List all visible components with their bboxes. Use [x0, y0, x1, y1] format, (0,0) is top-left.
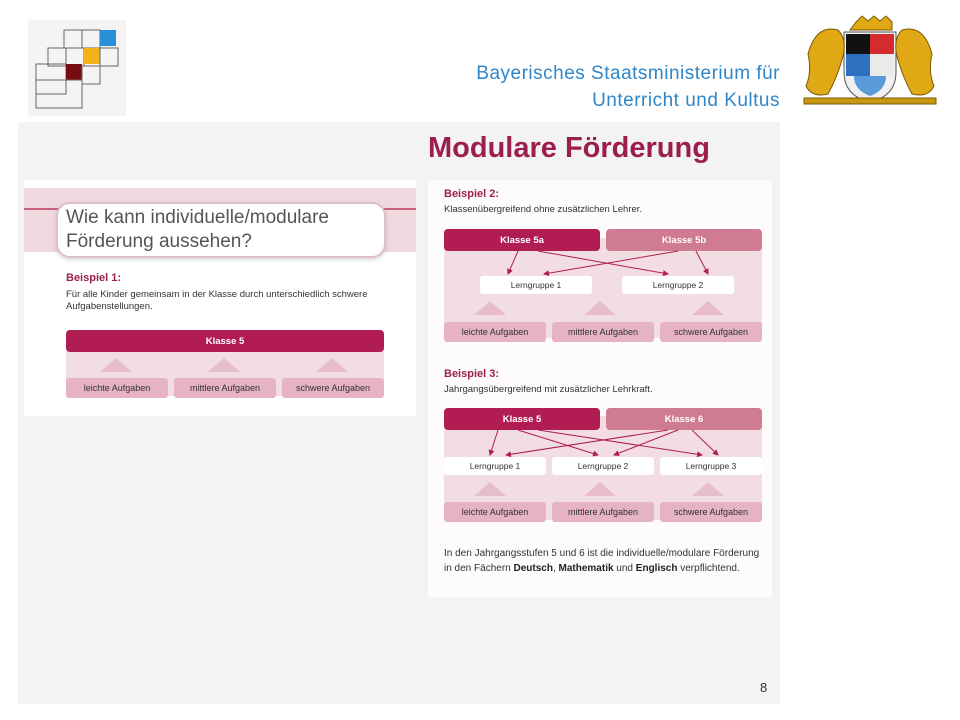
ministry-line-1: Bayerisches Staatsministerium für: [476, 63, 780, 84]
arrow-5-g3: [538, 430, 702, 455]
triangle-icon: [316, 358, 348, 372]
triangle-icon: [208, 358, 240, 372]
page-number: 8: [760, 680, 768, 695]
subject-math: Mathematik: [558, 563, 614, 574]
learning-group-1: Lerngruppe 1: [480, 276, 592, 294]
learning-group-1: Lerngruppe 1: [444, 457, 546, 475]
example-1-description: Für alle Kinder gemeinsam in der Klasse durch unterschiedlich schwere Aufgabenstellungen.: [66, 289, 368, 312]
task-easy: leichte Aufgaben: [444, 502, 546, 522]
triangle-icon: [100, 358, 132, 372]
arrow-5b-g2: [696, 251, 708, 274]
task-medium: mittlere Aufgaben: [174, 378, 276, 398]
example-2-heading: Beispiel 2:: [444, 188, 500, 200]
arrow-5a-g1: [508, 251, 518, 274]
footnote-sep-1: ,: [552, 563, 559, 574]
coat-of-arms-icon: [798, 14, 942, 108]
learning-group-2: Lerngruppe 2: [622, 276, 734, 294]
example-2-description: Klassenübergreifend ohne zusätzlichen Lehrer.: [444, 204, 643, 215]
task-hard: schwere Aufgaben: [660, 502, 762, 522]
subject-german: Deutsch: [513, 563, 553, 574]
arrow-5a-g2: [538, 251, 668, 274]
task-hard: schwere Aufgaben: [660, 322, 762, 342]
class-5a-bar: Klasse 5a: [444, 229, 600, 251]
learning-group-2: Lerngruppe 2: [552, 457, 654, 475]
page-title: Modulare Förderung: [428, 132, 710, 164]
example-3-description: Jahrgangsübergreifend mit zusätzlicher Lehrkraft.: [444, 384, 653, 395]
footnote-text-2: verpflichtend.: [677, 563, 740, 574]
flow-arrows: [428, 180, 772, 598]
footnote-sep-2: und: [613, 563, 636, 574]
task-medium: mittlere Aufgaben: [552, 322, 654, 342]
arrow-5-g1: [490, 430, 498, 455]
example-2-3-panel: [428, 180, 772, 598]
task-hard: schwere Aufgaben: [282, 378, 384, 398]
learning-group-3: Lerngruppe 3: [660, 457, 762, 475]
arrow-6-g3: [692, 430, 718, 455]
task-medium: mittlere Aufgaben: [552, 502, 654, 522]
example-1-heading: Beispiel 1:: [66, 272, 122, 284]
example-3-heading: Beispiel 3:: [444, 368, 500, 380]
arrow-5b-g1: [544, 251, 678, 274]
task-easy: leichte Aufgaben: [444, 322, 546, 342]
footnote: [444, 546, 766, 576]
class-6-bar: Klasse 6: [606, 408, 762, 430]
footnote-text-1: In den Jahrgangsstufen 5 und 6 ist die individuelle/modulare Förderung in den Fächern: [444, 548, 760, 574]
class-5-bar: Klasse 5: [66, 330, 384, 352]
question-text: Wie kann individuelle/modulare Förderung aussehen?: [66, 207, 329, 252]
class-5b-bar: Klasse 5b: [606, 229, 762, 251]
ministry-line-2: Unterricht und Kultus: [592, 90, 780, 111]
class-5-bar: Klasse 5: [444, 408, 600, 430]
task-easy: leichte Aufgaben: [66, 378, 168, 398]
example-1-panel: [24, 180, 416, 416]
ministry-name: [476, 60, 780, 114]
subject-english: Englisch: [635, 563, 678, 574]
ministry-logo-icon: [28, 20, 126, 116]
